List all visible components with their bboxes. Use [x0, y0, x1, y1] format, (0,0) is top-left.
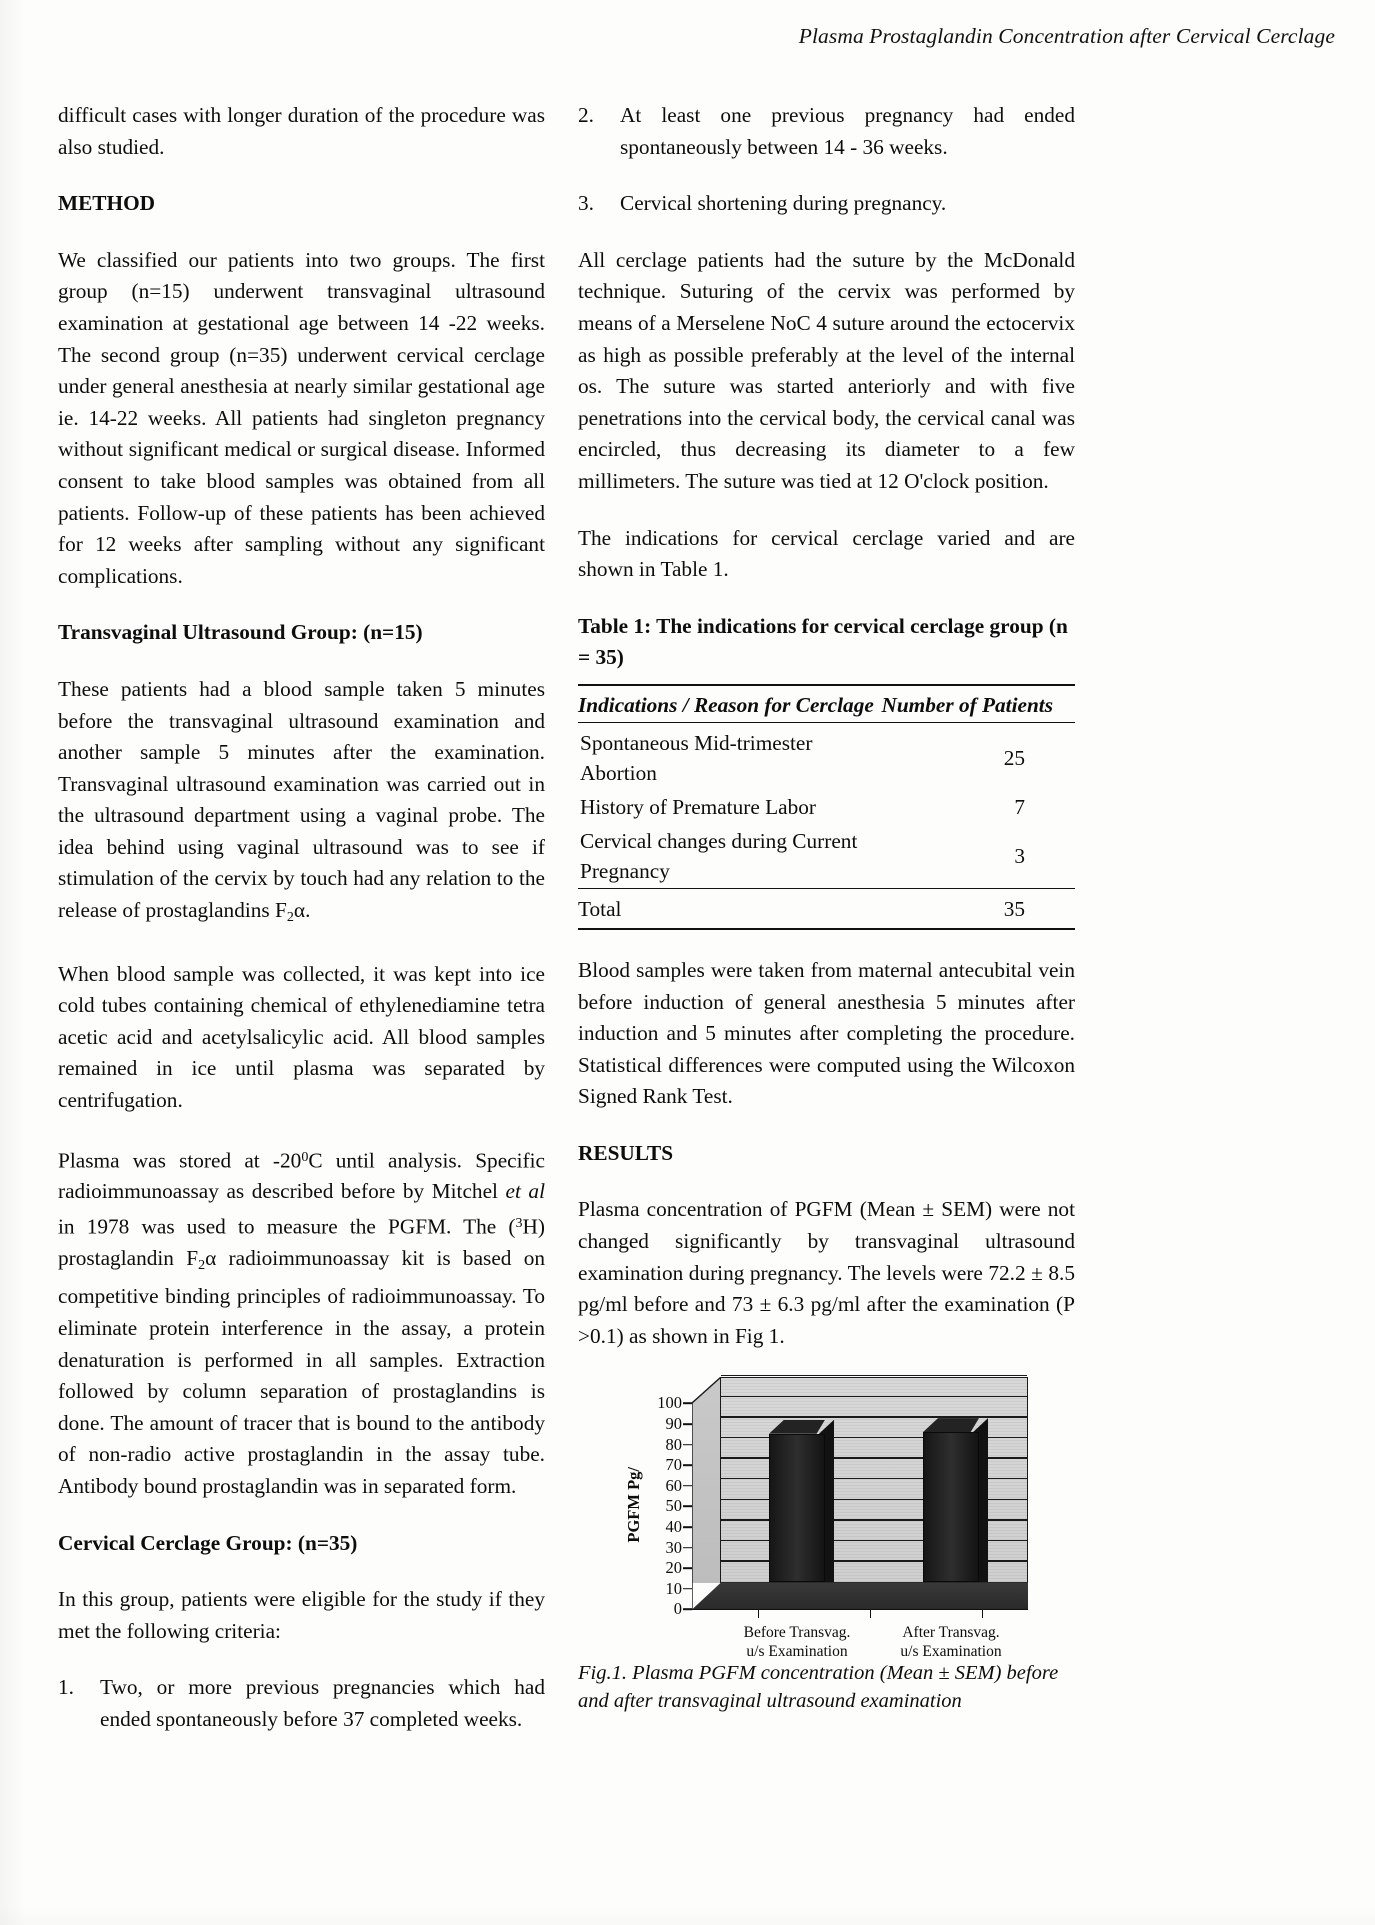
running-header: Plasma Prostaglandin Concentration after Cervical Cerclage — [798, 24, 1335, 48]
chart-y-tick-mark — [683, 1588, 692, 1590]
chart-x-tick-mark — [870, 1610, 871, 1618]
chart-x-axis-label-line: u/s Examination — [900, 1643, 1002, 1661]
chart-y-axis-ticks — [648, 1377, 692, 1645]
table-foot — [578, 888, 1075, 929]
chart-gridline — [721, 1375, 1027, 1376]
chart-y-tick-mark — [683, 1526, 692, 1528]
table-body — [578, 722, 1075, 888]
list-item-criterion-1 — [58, 1672, 545, 1735]
chart-y-tick-mark — [683, 1506, 692, 1508]
chart-x-axis-label-line: Before Transvag. — [743, 1624, 851, 1642]
chart-y-tick-label: 30 — [665, 1537, 682, 1557]
chart-bar-front — [769, 1434, 825, 1583]
chart-y-tick-label: 100 — [657, 1393, 682, 1413]
paragraph-criteria-intro: In this group, patients were eligible for the study if they met the following criteria: — [58, 1587, 545, 1643]
assay-superscript-tritium: 3 — [515, 1215, 523, 1232]
chart-bar-front — [923, 1432, 979, 1582]
chart-x-tick-mark — [982, 1610, 983, 1618]
criterion-1-text: Two, or more previous pregnancies which had ended spontaneously before 37 completed weeks. — [100, 1675, 545, 1731]
chart-floor — [692, 1582, 1028, 1609]
chart-x-axis-label-line: u/s Examination — [746, 1643, 848, 1661]
paragraph-assay — [58, 1142, 545, 1503]
tvus-text-pre: These patients had a blood sample taken 5 minutes before the transvaginal ultrasound examination and another sample 5 minutes after the examination. Transvaginal ultrasound examination was carried out in the ultrasound department using a vaginal probe. The idea behind using vaginal ultrasound was to see if stimulation of the cervix by touch had any relation to the release of prostaglandins F — [58, 676, 545, 923]
table-caption: Table 1: The indications for cervical cerclage group (n = 35) — [578, 613, 1068, 670]
chart-y-tick-mark — [683, 1485, 692, 1487]
assay-text-2: C until analysis. Specific radioimmunoassay as described before by Mitchel — [58, 1147, 545, 1204]
assay-text-5: α radioimmunoassay kit is based on competitive binding principles of radioimmunoassay. To eliminate protein interference in the assay, a protein denaturation is performed in all samples. Extraction followed by column separation of prostaglandins is done. The amount of tracer that is bound to the antibody of non-radio active prostaglandin in the assay tube. Antibody bound prostaglandin was in separated form. — [58, 1245, 545, 1499]
chart-y-tick-label: 0 — [673, 1599, 682, 1619]
table-row — [578, 790, 1075, 824]
left-column — [58, 100, 545, 1761]
chart-y-tick-mark — [683, 1444, 692, 1446]
heading-transvaginal-ultrasound-group: Transvaginal Ultrasound Group: (n=15) — [58, 620, 423, 645]
chart-y-tick-mark — [683, 1423, 692, 1425]
bar-chart — [624, 1377, 1028, 1661]
paragraph-suture-technique: All cerclage patients had the suture by the McDonald technique. Suturing of the cervix was performed by means of a Merselene NoC 4 suture around the ectocervix as high as possible preferably at the level of the internal os. The suture was started anteriorly and with five penetrations into the cervical body, the cervical canal was encircled, thus decreasing its diameter to a few millimeters. The suture was tied at 12 O'clock position. — [578, 247, 1075, 493]
chart-x-axis-label-line: After Transvag. — [902, 1624, 1000, 1642]
criterion-2-number: 2. — [578, 103, 594, 127]
chart-y-tick-label: 20 — [665, 1557, 682, 1577]
chart-y-tick-label: 50 — [665, 1496, 682, 1516]
chart-gridline — [721, 1396, 1027, 1397]
table-cell-label: Spontaneous Mid-trimester Abortion — [580, 730, 813, 785]
heading-cervical-cerclage-group: Cervical Cerclage Group: (n=35) — [58, 1530, 358, 1555]
table-cell-label: History of Premature Labor — [580, 794, 816, 819]
chart-y-tick-label: 90 — [665, 1413, 682, 1433]
chart-y-tick-mark — [683, 1609, 692, 1611]
paragraph-results: Plasma concentration of PGFM (Mean ± SEM) were not changed significantly by transvaginal ultrasound examination during pregnancy. The levels were 72.2 ± 8.5 pg/ml before and 73 ± 6.3 pg/ml after the examination (P >0.1) as shown in Fig 1. — [578, 1197, 1075, 1348]
criterion-3-number: 3. — [578, 191, 594, 216]
chart-y-tick-label: 60 — [665, 1475, 682, 1495]
assay-subscript-two: 2 — [198, 1256, 206, 1273]
paragraph-indications: The indications for cervical cerclage varied and are shown in Table 1. — [578, 525, 1075, 582]
table-total-row — [578, 888, 1075, 929]
chart-y-tick-label: 10 — [665, 1578, 682, 1598]
criterion-1-number: 1. — [58, 1675, 74, 1700]
chart-y-tick-mark — [683, 1464, 692, 1466]
criterion-2-text: At least one previous pregnancy had ended spontaneously between 14 - 36 weeks. — [620, 103, 1075, 159]
chart-y-tick-mark — [683, 1567, 692, 1569]
figure-1 — [578, 1377, 1075, 1715]
paragraph-blood-samples: Blood samples were taken from maternal antecubital vein before induction of general anesthesia 5 minutes after induction and 5 minutes after completing the procedure. Statistical differences were computed using the Wilcoxon Signed Rank Test. — [578, 957, 1075, 1109]
table-row — [578, 722, 1075, 790]
chart-side-wall-edge — [692, 1377, 721, 1583]
chart-bar — [769, 1420, 825, 1583]
assay-text-4: H) prostaglandin F — [58, 1214, 545, 1270]
chart-y-axis-label: PGFM Pg/ — [624, 1467, 644, 1544]
paragraph-continued: difficult cases with longer duration of the procedure was also studied. — [58, 103, 545, 159]
heading-results: RESULTS — [578, 1140, 674, 1165]
list-item-criterion-3 — [578, 188, 1075, 220]
table-total-label: Total — [578, 888, 881, 929]
paragraph-method: We classified our patients into two groups. The first group (n=15) underwent transvaginal ultrasound examination at gestational age between 14 -22 weeks. The second group (n=35) underwent cervical cerclage under general anesthesia at nearly similar gestational age ie. 14-22 weeks. All patients had singleton pregnancy without significant medical or surgical disease. Informed consent to take blood samples was obtained from all patients. Follow-up of these patients has been achieved for 12 weeks after sampling without any significant complications. — [58, 247, 545, 588]
chart-y-tick-label: 80 — [665, 1434, 682, 1454]
assay-text-3: in 1978 was used to measure the PGFM. The ( — [58, 1214, 516, 1239]
chart-y-tick-mark — [683, 1547, 692, 1549]
table-col-number-of-patients: Number of Patients — [881, 685, 1075, 723]
paragraph-tvus — [58, 674, 545, 934]
assay-text-1: Plasma was stored at -20 — [58, 1147, 302, 1172]
heading-method: METHOD — [58, 191, 156, 216]
chart-x-axis-labels — [692, 1619, 1028, 1669]
chart-bar-top — [769, 1420, 825, 1434]
chart-x-axis-label — [876, 1623, 1026, 1661]
chart-bar-top — [923, 1418, 979, 1432]
assay-italic-etal: et al — [505, 1179, 545, 1204]
criterion-3-text: Cervical shortening during pregnancy. — [620, 191, 947, 216]
figure-caption: Fig.1. Plasma PGFM concentration (Mean ± SEM) before and after transvaginal ultrasound examination — [578, 1662, 1059, 1713]
chart-y-tick-label: 40 — [665, 1516, 682, 1536]
table-col-indications: Indications / Reason for Cerclage — [578, 685, 881, 723]
table-indications — [578, 684, 1075, 930]
chart-x-axis — [692, 1609, 1028, 1610]
assay-superscript-degree: 0 — [301, 1148, 309, 1165]
table-header-row — [578, 685, 1075, 723]
table-head — [578, 685, 1075, 723]
list-item-criterion-2 — [578, 100, 1075, 163]
chart-gridline — [721, 1416, 1027, 1417]
paragraph-ice-tubes: When blood sample was collected, it was kept into ice cold tubes containing chemical of ethylenediamine tetra acetic acid and acetylsalicylic acid. All blood samples remained in ice until plasma was separated by centrifugation. — [58, 961, 545, 1112]
chart-bar — [923, 1418, 979, 1582]
table-cell-label: Cervical changes during Current Pregnancy — [580, 828, 858, 883]
chart-y-tick-label: 70 — [665, 1454, 682, 1474]
table-cell-value: 3 — [1014, 843, 1025, 868]
chart-x-axis-label — [722, 1623, 872, 1661]
chart-plot-area — [692, 1377, 1028, 1609]
table-cell-value: 25 — [1003, 745, 1025, 770]
tvus-subscript: 2 — [286, 908, 294, 925]
table-row — [578, 824, 1075, 889]
chart-x-tick-mark — [758, 1610, 759, 1618]
chart-y-tick-mark — [683, 1403, 692, 1405]
tvus-text-post: α. — [293, 898, 311, 923]
right-column — [578, 100, 1075, 1715]
table-total-value: 35 — [881, 888, 1075, 929]
table-cell-value: 7 — [1014, 794, 1025, 819]
